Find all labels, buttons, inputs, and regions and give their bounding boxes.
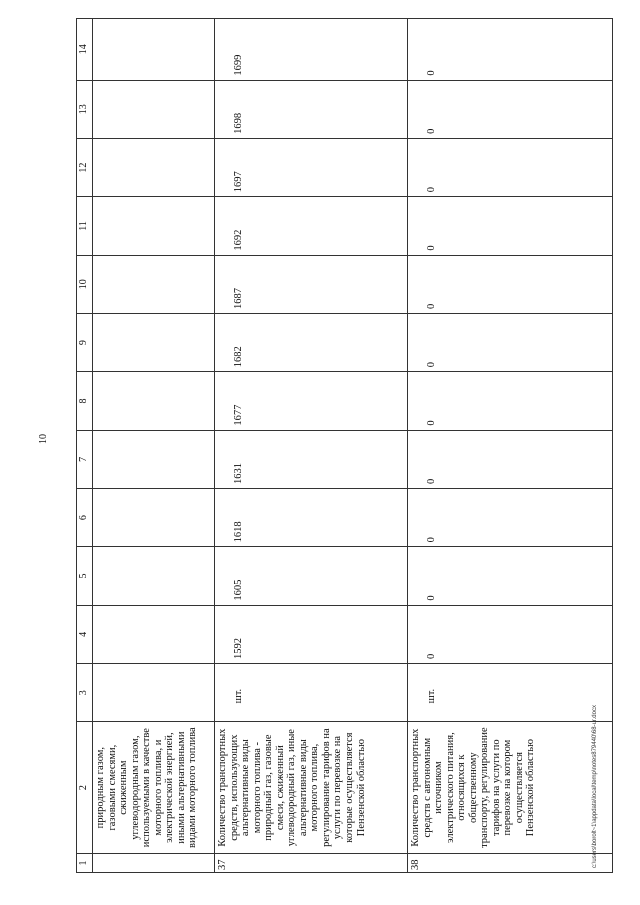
row-value: 0 bbox=[408, 19, 613, 81]
header-cell: 13 bbox=[77, 80, 93, 138]
row-value bbox=[93, 547, 215, 605]
header-cell: 3 bbox=[77, 664, 93, 722]
row-value bbox=[93, 313, 215, 371]
header-cell: 9 bbox=[77, 313, 93, 371]
row-value: 0 bbox=[408, 138, 613, 196]
row-value: 1677 bbox=[215, 372, 408, 430]
row-value: 1682 bbox=[215, 313, 408, 371]
row-description: Количество транспортных средств с автономным источником электрического питания, относящихся к общественному транспорту, регулирование тарифов на услуги по перевозке на котором осуществляется Пензенской областью bbox=[408, 722, 613, 854]
footer-file-path: c:\users\borolt~1\appdata\local\temp\notes879440\68-ur.docx bbox=[592, 705, 598, 868]
row-value: 1631 bbox=[215, 430, 408, 488]
row-description: Количество транспортных средств, использующих альтернативные виды моторного топлива - природный газ, газовые смеси, сжиженный углеводородный газ, иные альтернативные виды моторного топлива, регулирование тарифов на услуги по перевозке на которые осуществляется Пензенской областью bbox=[215, 722, 408, 854]
row-value: 0 bbox=[408, 488, 613, 546]
row-value bbox=[93, 372, 215, 430]
row-value: 0 bbox=[408, 313, 613, 371]
row-value: 0 bbox=[408, 430, 613, 488]
row-number: 38 bbox=[408, 853, 613, 872]
row-value bbox=[93, 430, 215, 488]
row-value: 1687 bbox=[215, 255, 408, 313]
table-row bbox=[408, 19, 613, 873]
header-cell: 12 bbox=[77, 138, 93, 196]
row-number: 37 bbox=[215, 853, 408, 872]
indicators-table bbox=[76, 18, 613, 873]
row-value: 0 bbox=[408, 605, 613, 663]
header-cell: 10 bbox=[77, 255, 93, 313]
row-value: 0 bbox=[408, 547, 613, 605]
row-value: 1699 bbox=[215, 19, 408, 81]
header-cell: 11 bbox=[77, 197, 93, 255]
row-value: 1698 bbox=[215, 80, 408, 138]
row-value bbox=[93, 605, 215, 663]
header-cell: 7 bbox=[77, 430, 93, 488]
row-value bbox=[93, 80, 215, 138]
table-row bbox=[93, 19, 215, 873]
header-cell: 1 bbox=[77, 853, 93, 872]
row-value: 1697 bbox=[215, 138, 408, 196]
row-value bbox=[93, 138, 215, 196]
page-number: 10 bbox=[38, 434, 49, 444]
row-value bbox=[93, 19, 215, 81]
row-unit: шт. bbox=[408, 664, 613, 722]
row-value bbox=[93, 197, 215, 255]
row-unit bbox=[93, 664, 215, 722]
header-cell: 4 bbox=[77, 605, 93, 663]
row-unit: шт. bbox=[215, 664, 408, 722]
rotated-table-container bbox=[76, 18, 611, 873]
row-value: 1692 bbox=[215, 197, 408, 255]
row-value bbox=[93, 488, 215, 546]
row-value: 1618 bbox=[215, 488, 408, 546]
row-value: 0 bbox=[408, 255, 613, 313]
table-row bbox=[215, 19, 408, 873]
header-cell: 2 bbox=[77, 722, 93, 854]
header-cell: 8 bbox=[77, 372, 93, 430]
row-value: 1605 bbox=[215, 547, 408, 605]
row-value bbox=[93, 255, 215, 313]
header-cell: 5 bbox=[77, 547, 93, 605]
header-cell: 6 bbox=[77, 488, 93, 546]
table-header-row bbox=[77, 19, 93, 873]
row-number bbox=[93, 853, 215, 872]
row-value: 0 bbox=[408, 197, 613, 255]
row-description: природным газом, газовыми смесями, сжиженным углеводородным газом, используемыми в качестве моторного топлива, и электрической энергией, иными альтернативными видами моторного топлива bbox=[93, 722, 215, 854]
header-cell: 14 bbox=[77, 19, 93, 81]
row-value: 1592 bbox=[215, 605, 408, 663]
row-value: 0 bbox=[408, 80, 613, 138]
row-value: 0 bbox=[408, 372, 613, 430]
